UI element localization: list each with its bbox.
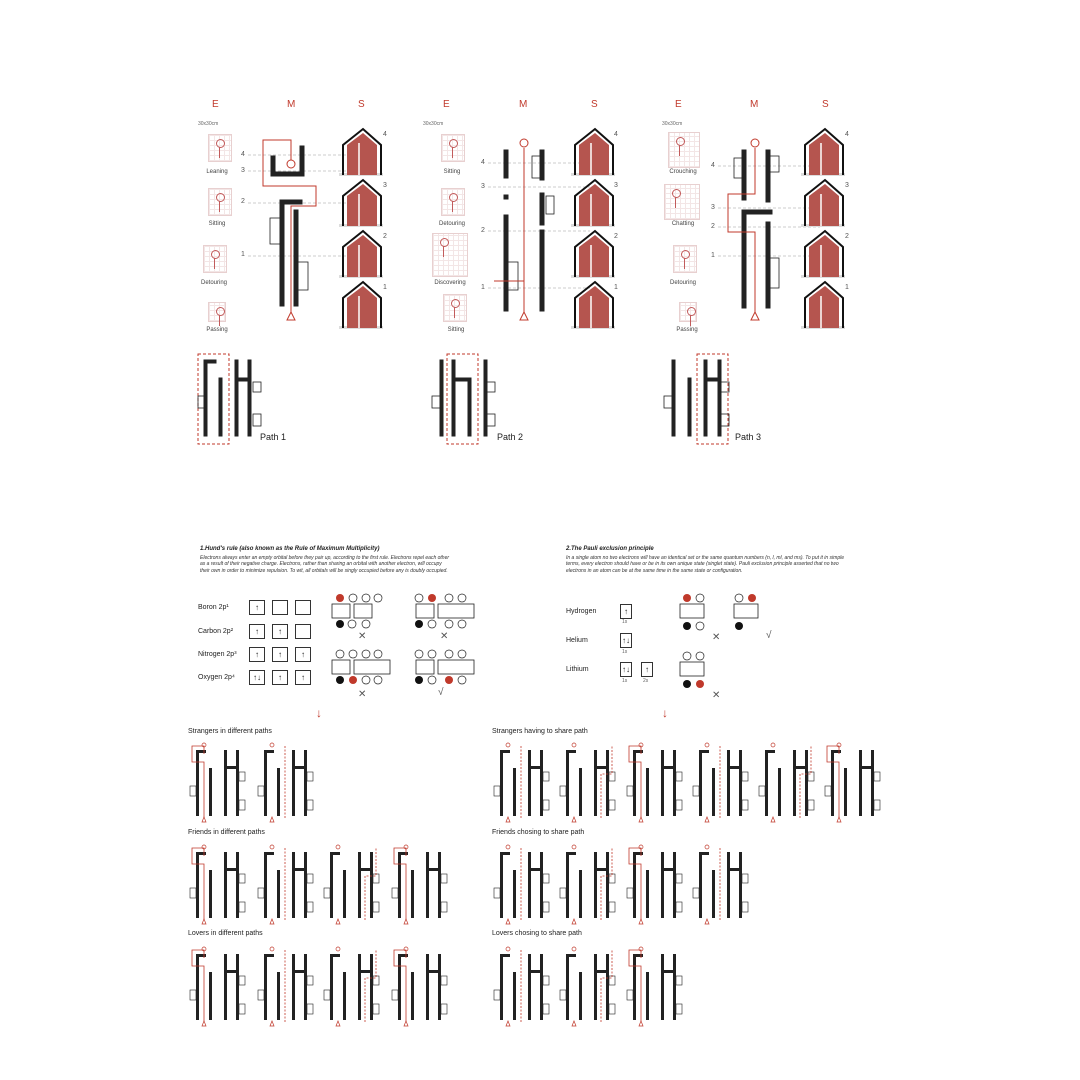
hund-mark: √ — [438, 687, 444, 698]
action-label: Sitting — [447, 327, 465, 333]
scenario-plan — [494, 947, 549, 1026]
action-label: Passing — [676, 327, 698, 333]
path-line-2 — [494, 139, 528, 320]
level-label: 3 — [481, 183, 485, 190]
section-house — [339, 129, 383, 176]
orbital-box: ↑↓ — [249, 670, 265, 685]
plan-3 — [734, 150, 779, 308]
section-house — [571, 231, 615, 278]
section-house — [339, 282, 383, 329]
section-level: 4 — [383, 131, 387, 138]
pauli-seat-diagram — [670, 590, 780, 700]
action-label: Chatting — [671, 221, 695, 227]
level-label: 1 — [481, 284, 485, 291]
section-house — [339, 180, 383, 227]
scenario-plan — [759, 743, 814, 822]
pauli-mark: ✕ — [712, 690, 721, 701]
scenario-plan — [693, 845, 748, 924]
section-house — [801, 129, 845, 176]
pauli-text: In a single atom no two electrons will have an identical set or the same quantum numbers (n, l, ml, and ms). To put it in simple terms, every electron should have or be in its own unique state (singlet state). Pauli exclusion principle asserted that no two electrons in an atom can be at the same time in the same state or configuration. — [566, 555, 845, 574]
orbital-box: ↑ — [620, 604, 632, 619]
level-label: 3 — [241, 167, 245, 174]
header-e2: E — [443, 99, 450, 110]
level-label: 4 — [241, 151, 245, 158]
down-arrow-icon: ↓ — [662, 706, 668, 720]
section-level: 4 — [614, 131, 618, 138]
scenario-plan — [693, 743, 748, 822]
section-house — [571, 180, 615, 227]
action-label: Crouching — [669, 169, 697, 175]
section-level: 3 — [383, 182, 387, 189]
section-friends-share: Friends chosing to share path — [492, 829, 585, 836]
scenario-plan — [627, 947, 682, 1026]
path-label-3: Path 3 — [735, 432, 762, 442]
level-label: 2 — [481, 227, 485, 234]
orbital-box — [295, 624, 311, 639]
level-label: 2 — [711, 223, 715, 230]
scenario-plan — [494, 743, 549, 822]
orbital-box: ↑ — [249, 600, 265, 615]
scenario-plan — [560, 845, 615, 924]
section-strangers-different: Strangers in different paths — [188, 728, 272, 735]
scenario-plan — [324, 845, 379, 924]
pauli-title: 2.The Pauli exclusion principle — [566, 546, 654, 552]
action-label: Detouring — [669, 280, 696, 286]
section-level: 1 — [614, 284, 618, 291]
section-house — [571, 129, 615, 176]
orbital-label: 1s — [622, 649, 628, 655]
action-label: Sitting — [208, 221, 226, 227]
scale-note-1: 30x30cm — [198, 121, 219, 127]
top-diagram-svg — [0, 0, 1080, 460]
orbital-label: 1s — [622, 619, 628, 625]
section-level: 3 — [614, 182, 618, 189]
header-m3: M — [750, 99, 759, 110]
scenario-plan — [190, 845, 245, 924]
action-label: Leaning — [206, 169, 228, 175]
element-hydrogen: Hydrogen — [566, 608, 597, 615]
level-label: 4 — [481, 159, 485, 166]
element-helium: Helium — [566, 637, 588, 644]
level-label: 4 — [711, 162, 715, 169]
orbital-box: ↑ — [272, 624, 288, 639]
action-label: Detouring — [200, 280, 227, 286]
hund-title: 1.Hund's rule (also known as the Rule of Maximum Multiplicity) — [200, 546, 380, 552]
section-strangers-share: Strangers having to share path — [492, 728, 588, 735]
header-s1: S — [358, 99, 365, 110]
element-carbon: Carbon 2p² — [198, 628, 234, 635]
section-lovers-different: Lovers in different paths — [188, 930, 263, 937]
orbital-box: ↑ — [249, 624, 265, 639]
scenario-plan — [392, 947, 447, 1026]
orbital-box: ↑ — [295, 647, 311, 662]
plan-2 — [504, 150, 554, 311]
level-label: 1 — [241, 251, 245, 258]
section-house — [801, 282, 845, 329]
hund-seat-diagram — [320, 590, 480, 700]
orbital-box: ↑ — [272, 647, 288, 662]
scenario-plan — [392, 845, 447, 924]
pauli-mark: √ — [766, 630, 772, 641]
action-label: Discovering — [434, 280, 466, 286]
orbital-label: 2s — [643, 678, 649, 684]
section-lovers-share: Lovers chosing to share path — [492, 930, 582, 937]
section-level: 2 — [845, 233, 849, 240]
element-nitrogen: Nitrogen 2p³ — [198, 651, 237, 658]
section-level: 2 — [614, 233, 618, 240]
header-s2: S — [591, 99, 598, 110]
orbital-box: ↑↓ — [620, 633, 632, 648]
section-level: 1 — [383, 284, 387, 291]
header-e1: E — [212, 99, 219, 110]
orbital-box: ↑ — [249, 647, 265, 662]
header-e3: E — [675, 99, 682, 110]
element-boron: Boron 2p¹ — [198, 604, 229, 611]
scenario-plan — [627, 743, 682, 822]
action-label: Sitting — [443, 169, 461, 175]
section-level: 4 — [845, 131, 849, 138]
level-label: 3 — [711, 204, 715, 211]
header-m1: M — [287, 99, 296, 110]
pauli-mark: ✕ — [712, 632, 721, 643]
element-lithium: Lithium — [566, 666, 589, 673]
header-m2: M — [519, 99, 528, 110]
path-label-2: Path 2 — [497, 432, 524, 442]
orbital-box — [272, 600, 288, 615]
scale-note-2: 30x30cm — [423, 121, 444, 127]
path-label-1: Path 1 — [260, 432, 287, 442]
element-oxygen: Oxygen 2p⁴ — [198, 674, 235, 681]
section-house — [571, 282, 615, 329]
orbital-box: ↑↓ — [620, 662, 632, 677]
scenario-diagrams — [0, 740, 1080, 1030]
hund-mark: ✕ — [358, 631, 367, 642]
path-plan-1 — [198, 354, 261, 444]
orbital-label: 1s — [622, 678, 628, 684]
scenario-plan — [627, 845, 682, 924]
scenario-plan — [494, 845, 549, 924]
level-label: 2 — [241, 198, 245, 205]
orbital-box: ↑ — [641, 662, 653, 677]
path-plan-2 — [432, 354, 495, 444]
scenario-plan — [560, 947, 615, 1026]
orbital-box: ↑ — [272, 670, 288, 685]
section-level: 3 — [845, 182, 849, 189]
scenario-plan — [324, 947, 379, 1026]
section-level: 1 — [845, 284, 849, 291]
action-label: Detouring — [438, 221, 465, 227]
level-label: 1 — [711, 252, 715, 259]
section-house — [339, 231, 383, 278]
hund-mark: ✕ — [440, 631, 449, 642]
scenario-plan — [258, 743, 313, 822]
scenario-plan — [825, 743, 880, 822]
plan-1 — [270, 146, 308, 306]
down-arrow-icon: ↓ — [316, 706, 322, 720]
scenario-plan — [190, 743, 245, 822]
hund-text: Electrons always enter an empty orbital before they pair up, according to the first rule. Electrons repel each other as a result of their negative charge. Electrons, rather than sharing an orbital with another electron, will occupy their own in order to minimize repulsion. To wit, all orbitals will be singly occupied before any is doubly occupied. — [200, 555, 450, 574]
section-house — [801, 180, 845, 227]
scale-note-3: 30x30cm — [662, 121, 683, 127]
hund-mark: ✕ — [358, 689, 367, 700]
orbital-box — [295, 600, 311, 615]
section-house — [801, 231, 845, 278]
section-level: 2 — [383, 233, 387, 240]
scenario-plan — [258, 845, 313, 924]
scenario-plan — [258, 947, 313, 1026]
section-friends-different: Friends in different paths — [188, 829, 265, 836]
path-plan-3 — [664, 354, 729, 444]
scenario-plan — [560, 743, 615, 822]
header-s3: S — [822, 99, 829, 110]
orbital-box: ↑ — [295, 670, 311, 685]
action-label: Passing — [206, 327, 228, 333]
scenario-plan — [190, 947, 245, 1026]
